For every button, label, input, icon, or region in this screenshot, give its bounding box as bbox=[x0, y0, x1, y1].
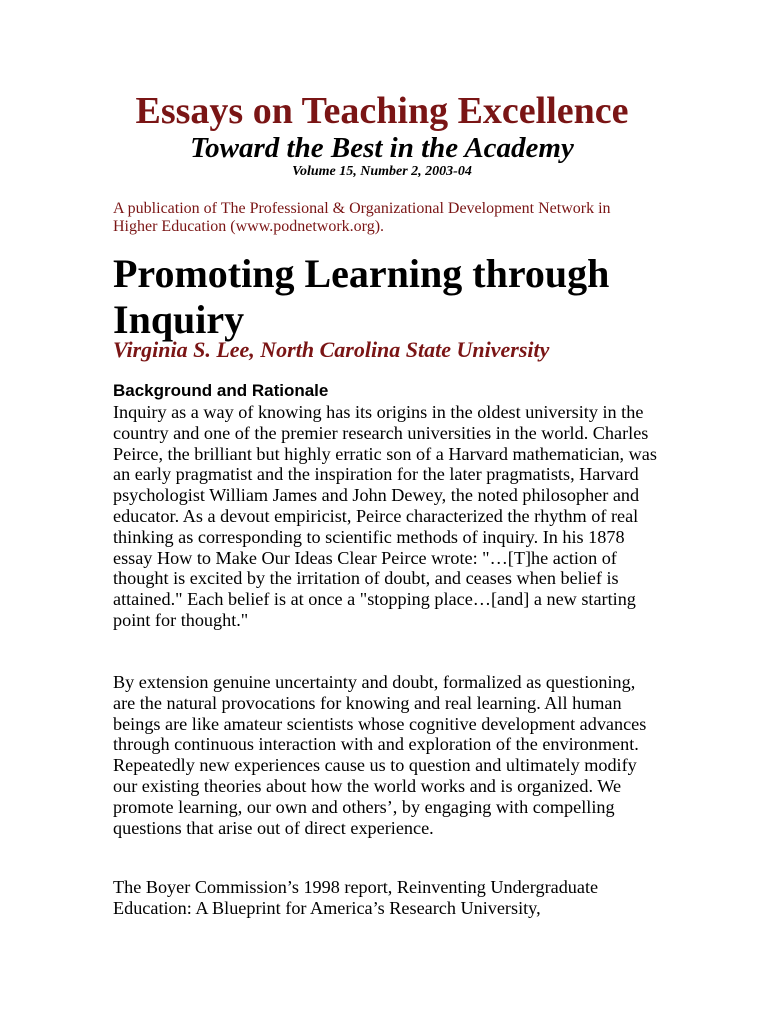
body-paragraph: The Boyer Commission’s 1998 report, Reinventing Undergraduate Education: A Blueprint for America’s Research University, bbox=[113, 877, 599, 918]
series-title: Essays on Teaching Excellence bbox=[135, 90, 629, 132]
author-line: Virginia S. Lee, North Carolina State University bbox=[113, 337, 550, 362]
series-subtitle: Toward the Best in the Academy bbox=[190, 132, 574, 164]
volume-info: Volume 15, Number 2, 2003-04 bbox=[292, 164, 472, 179]
publication-note: A publication of The Professional & Organizational Development Network in Higher Education (www.podnetwork.org). bbox=[113, 200, 611, 235]
section-heading: Background and Rationale bbox=[113, 381, 329, 400]
body-paragraph: Inquiry as a way of knowing has its origins in the oldest university in the country and one of the premier research universities in the world. Charles Peirce, the brilliant but highly erratic son of a Harvard mathematician, was an early pragmatist and the inspiration for the later pragmatists, Harvard psychologist William James and John Dewey, the noted philosopher and educator. As a devout empiricist, Peirce characterized the rhythm of real thinking as corresponding to scientific methods of inquiry. In his 1878 essay How to Make Our Ideas Clear Peirce wrote: "…[T]he action of thought is excited by the irritation of doubt, and ceases when belief is attained." Each belief is at once a "stopping place…[and] a new starting point for thought." bbox=[113, 402, 657, 630]
article-title: Promoting Learning through Inquiry bbox=[113, 251, 610, 342]
body-paragraph: By extension genuine uncertainty and doubt, formalized as questioning, are the natural provocations for knowing and real learning. All human beings are like amateur scientists whose cognitive development advances through continuous interaction with and exploration of the environment. Repeatedly new experiences cause us to question and ultimately modify our existing theories about how the world works and is organized. We promote learning, our own and others’, by engaging with compelling questions that arise out of direct experience. bbox=[113, 672, 647, 838]
